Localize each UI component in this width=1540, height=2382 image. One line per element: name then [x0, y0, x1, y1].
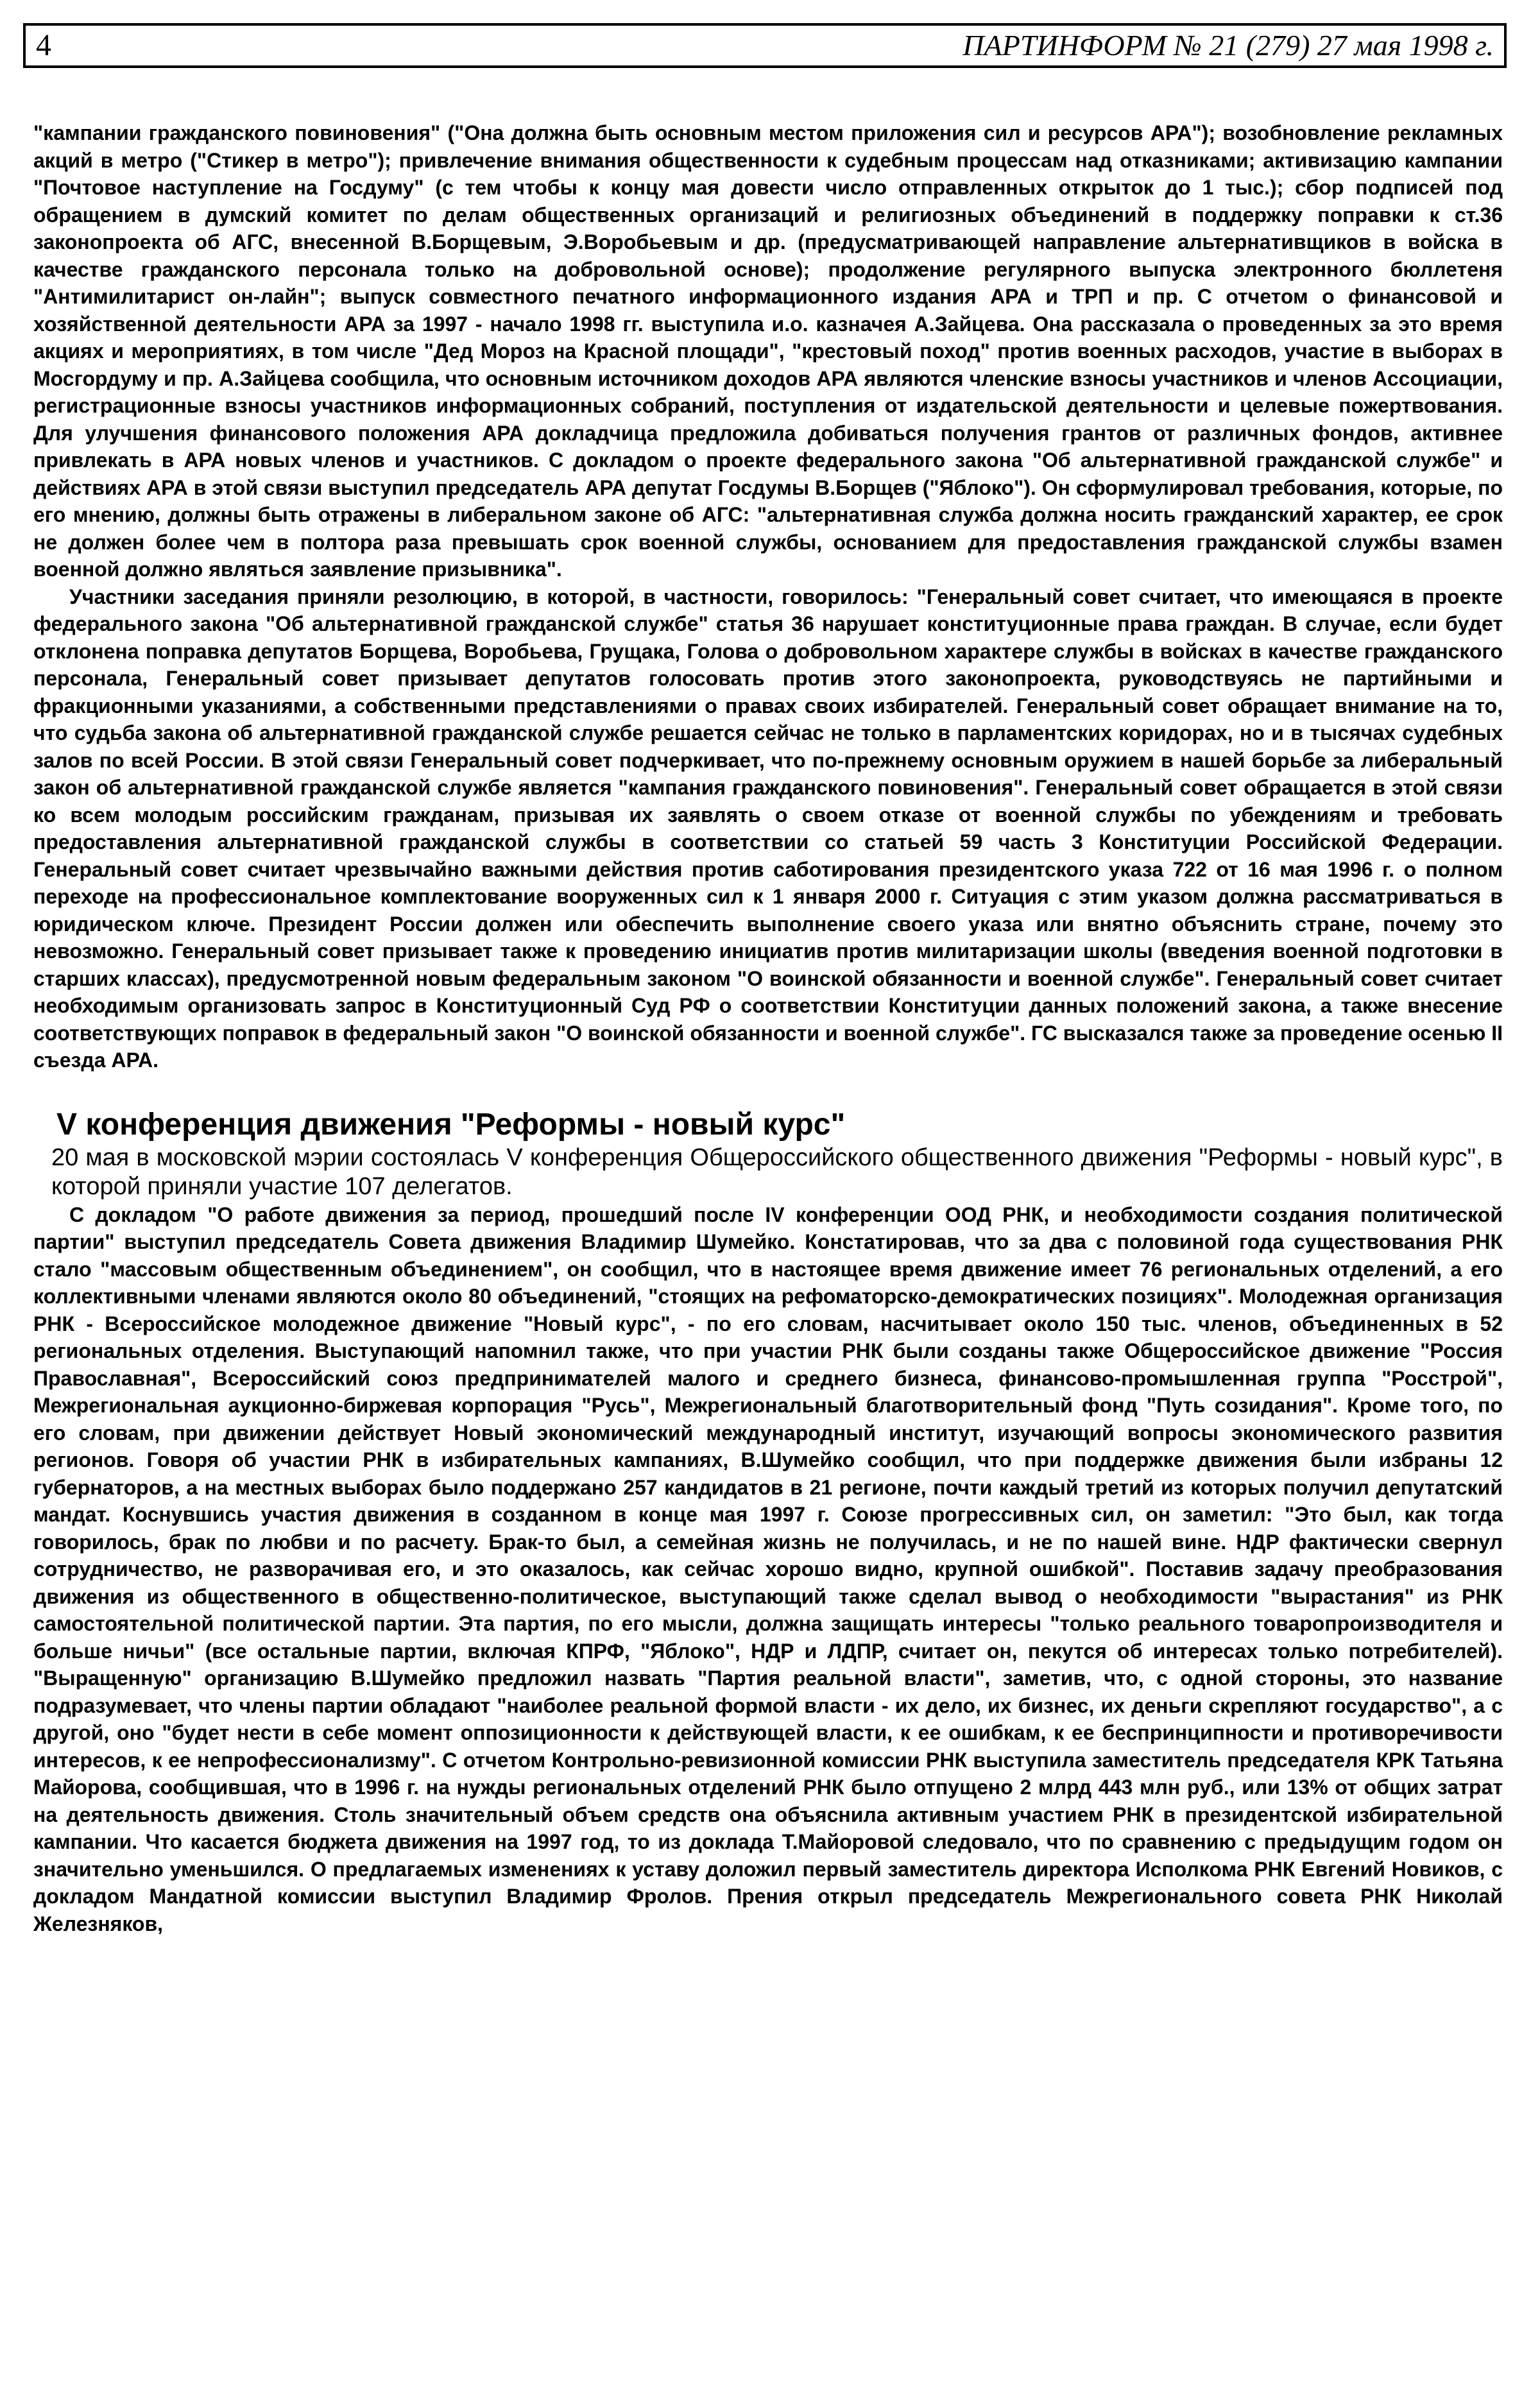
page-content [33, 119, 1503, 1937]
article2-heading: V конференция движения "Реформы - новый курс" [56, 1107, 846, 1142]
article1-paragraph: Участники заседания приняли резолюцию, в которой, в частности, говорилось: "Генеральный совет считает, что имеющаяся в проекте федерального закона "Об альтернативной гражданской службе" статья 36 нарушает конституционные права граждан. В случае, если будет отклонена поправка депутатов Борщева, Воробьева, Грущака, Голова о добровольном характере службы в войсках в качестве гражданского персонала, Генеральный совет призывает депутатов голосовать против этого законопроекта, руководствуясь не партийными и фракционными указаниями, а собственными представлениями о правах своих избирателей. Генеральный совет обращает внимание на то, что судьба закона об альтернативной гражданской службе решается сейчас не только в парламентских коридорах, но и в тысячах судебных залов по всей России. В этой связи Генеральный совет подчеркивает, что по-прежнему основным оружием в нашей борьбе за либеральный закон об альтернативной гражданской службе является "кампания гражданского повиновения". Генеральный совет обращается в этой связи ко всем молодым российским гражданам, призывая их заявлять о своем отказе от военной службы по убеждениям и требовать предоставления альтернативной гражданской службы в соответствии со статьей 59 часть 3 Конституции Российской Федерации. Генеральный совет считает чрезвычайно важными действия против саботирования президентского указа 722 от 16 мая 1996 г. о полном переходе на профессиональное комплектование вооруженных сил к 1 января 2000 г. Ситуация с этим указом должна рассматриваться в юридическом ключе. Президент России должен или обеспечить выполнение своего указа или внятно объяснить стране, почему это невозможно. Генеральный совет призывает также к проведению инициатив против милитаризации школы (введения военной подготовки в старших классах), предусмотренной новым федеральным законом "О воинской обязанности и военной службе". Генеральный совет считает необходимым организовать запрос в Конституционный Суд РФ о соответствии Конституции данных положений закона, а также внесение соответствующих поправок в федеральный закон "О воинской обязанности и военной службе". ГС высказался также за проведение осенью II съезда АРА. [33, 585, 1503, 1072]
page-number: 4 [36, 28, 51, 62]
article2-lead: 20 мая в московской мэрии состоялась V конференция Общероссийского общественного движения "Реформы - новый курс", в которой приняли участие 107 делегатов. [51, 1144, 1503, 1200]
page-header [23, 23, 1507, 68]
issue-line: ПАРТИНФОРМ № 21 (279) 27 мая 1998 г. [963, 29, 1494, 62]
article2-paragraph: С докладом "О работе движения за период, прошедший после IV конференции ООД РНК, и необходимости создания политической партии" выступил председатель Совета движения Владимир Шумейко. Констатировав, что за два с половиной года существования РНК стало "массовым общественным объединением", он сообщил, что в настоящее время движение имеет 76 региональных отделений, а его коллективными членами являются около 80 объединений, "стоящих на рефоматорско-демократических позициях". Молодежная организация РНК - Всероссийское молодежное движение "Новый курс", - по его словам, насчитывает около 150 тыс. членов, объединенных в 52 региональных отделения. Выступающий напомнил также, что при участии РНК были созданы также Общероссийское движение "Россия Православная", Всероссийский союз предпринимателей малого и среднего бизнеса, финансово-промышленная группа "Росстрой", Межрегиональная аукционно-биржевая корпорация "Русь", Межрегиональный благотворительный фонд "Путь созидания". Кроме того, по его словам, при движении действует Новый экономический международный институт, изучающий вопросы экономического развития регионов. Говоря об участии РНК в избирательных кампаниях, В.Шумейко сообщил, что при поддержке движения были избраны 12 губернаторов, а на местных выборах было поддержано 257 кандидатов в 21 регионе, почти каждый третий из которых получил депутатский мандат. Коснувшись участия движения в созданном в конце мая 1997 г. Союзе прогрессивных сил, он заметил: "Это был, как тогда говорилось, брак по любви и по расчету. Брак-то был, а семейная жизнь не получилась, и не по нашей вине. НДР фактически свернул сотрудничество, не разворачивая его, и это оказалось, как сейчас хорошо видно, крупной ошибкой". Поставив задачу преобразования движения из общественного в общественно-политическое, выступающий также сделал вывод о необходимости "вырастания" из РНК самостоятельной политической партии. Эта партия, по его мысли, должна защищать интересы "только реального товаропроизводителя и больше ничьи" (все остальные партии, включая КПРФ, "Яблоко", НДР и ЛДПР, считает он, пекутся об интересах только потребителей). "Выращенную" организацию В.Шумейко предложил назвать "Партия реальной власти", заметив, что, с одной стороны, это название подразумевает, что члены партии обладают "наиболее реальной формой власти - их дело, их бизнес, их деньги скрепляют государство", а с другой, оно "будет нести в себе момент оппозиционности к действующей власти, к ее ошибкам, к ее беспринципности и противоречивости интересов, к ее непрофессионализму". С отчетом Контрольно-ревизионной комиссии РНК выступила заместитель председателя КРК Татьяна Майорова, сообщившая, что в 1996 г. на нужды региональных отделений РНК было отпущено 2 млрд 443 млн руб., или 13% от общих затрат на деятельность движения. Столь значительный объем средств она объяснила активным участием РНК в президентской избирательной кампании. Что касается бюджета движения на 1997 год, то из доклада Т.Майоровой следовало, что по сравнению с предыдущим годом он значительно уменьшился. О предлагаемых изменениях к уставу доложил первый заместитель директора Исполкома РНК Евгений Новиков, с докладом Мандатной комиссии выступил Владимир Фролов. Прения открыл председатель Межрегионального совета РНК Николай Железняков, [33, 1203, 1503, 1935]
article1-paragraph: "кампании гражданского повиновения" ("Она должна быть основным местом приложения сил и ресурсов АРА"); возобновление рекламных акций в метро ("Стикер в метро"); привлечение внимания общественности к судебным процессам над отказниками; активизацию кампании "Почтовое наступление на Госдуму" (с тем чтобы к концу мая довести число отправленных открыток до 1 тыс.); сбор подписей под обращением в думский комитет по делам общественных организаций и религиозных объединений в поддержку поправки к ст.36 законопроекта об АГС, внесенной В.Борщевым, Э.Воробьевым и др. (предусматривающей направление альтернативщиков в войска в качестве гражданского персонала только на добровольной основе); продолжение регулярного выпуска электронного бюллетеня "Антимилитарист он-лайн"; выпуск совместного печатного информационного издания АРА и ТРП и пр. С отчетом о финансовой и хозяйственной деятельности АРА за 1997 - начало 1998 гг. выступила и.о. казначея А.Зайцева. Она рассказала о проведенных за это время акциях и мероприятиях, в том числе "Дед Мороз на Красной площади", "крестовый поход" против военных расходов, участие в выборах в Мосгордуму и пр. А.Зайцева сообщила, что основным источником доходов АРА являются членские взносы участников и членов Ассоциации, регистрационные взносы участников информационных собраний, поступления от издательской деятельности и целевые пожертвования. Для улучшения финансового положения АРА докладчица предложила добиваться получения грантов от различных фондов, активнее привлекать в АРА новых членов и участников. С докладом о проекте федерального закона "Об альтернативной гражданской службе" и действиях АРА в этой связи выступил председатель АРА депутат Госдумы В.Борщев ("Яблоко"). Он сформулировал требования, которые, по его мнению, должны быть отражены в либеральном законе об АГС: "альтернативная служба должна носить гражданский характер, ее срок не должен более чем в полтора раза превышать срок военной службы, основанием для предоставления гражданской службы взамен военной должно являться заявление призывника". [33, 121, 1503, 581]
